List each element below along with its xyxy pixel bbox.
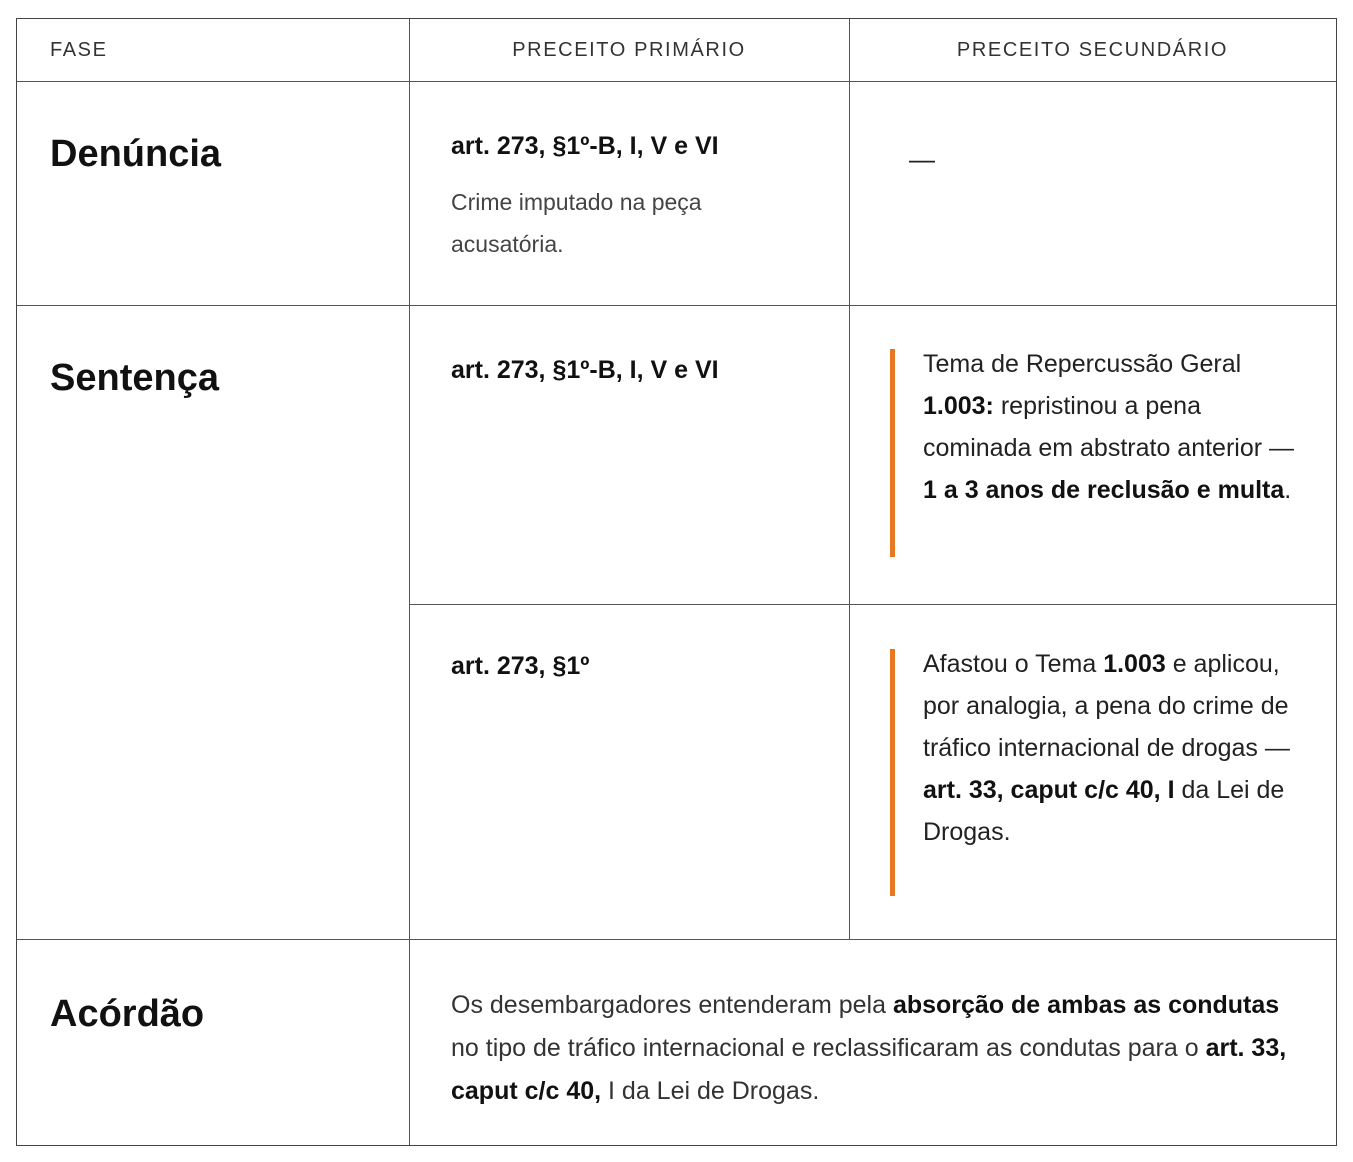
phase-denuncia: Denúncia: [50, 133, 222, 175]
header-preceito-secundario: PRECEITO SECUNDÁRIO: [956, 38, 1229, 61]
denuncia-article: art. 273, §1º-B, I, V e VI: [451, 132, 719, 160]
phases-table: [16, 18, 1337, 1146]
sentenca-secondary-2: Afastou o Tema 1.003 e aplicou, por analogia, a pena do crime de tráfico internacional de drogas — art. 33, caput c/c 40, I da Lei de Drogas.: [923, 650, 1290, 846]
acordao-text: Os desembargadores entenderam pela absorção de ambas as condutas no tipo de tráfico internacional e reclassificaram as condutas para o art. 33, caput c/c 40, I da Lei de Drogas.: [451, 991, 1287, 1105]
phase-acordao: Acórdão: [50, 993, 205, 1035]
accent-bar-1: [890, 349, 895, 557]
row-divider-3: [17, 939, 1336, 940]
sentenca-secondary-1: Tema de Repercussão Geral 1.003: repristinou a pena cominada em abstrato anterior — 1 a 3 anos de reclusão e multa.: [923, 350, 1295, 504]
sentenca-article-2: art. 273, §1º: [451, 652, 590, 680]
denuncia-secondary-empty: —: [909, 144, 935, 174]
header-preceito-primario: PRECEITO PRIMÁRIO: [512, 38, 746, 61]
col-divider-2: [849, 19, 850, 939]
header-fase: FASE: [50, 38, 108, 61]
denuncia-note: Crime imputado na peça acusatória.: [451, 189, 702, 257]
row-divider-1: [17, 305, 1336, 306]
accent-bar-2: [890, 649, 895, 896]
sentenca-article-1: art. 273, §1º-B, I, V e VI: [451, 356, 719, 384]
row-divider-2: [409, 604, 1336, 605]
phase-sentenca: Sentença: [50, 357, 219, 399]
col-divider-1: [409, 19, 410, 1145]
header-divider: [17, 81, 1336, 82]
